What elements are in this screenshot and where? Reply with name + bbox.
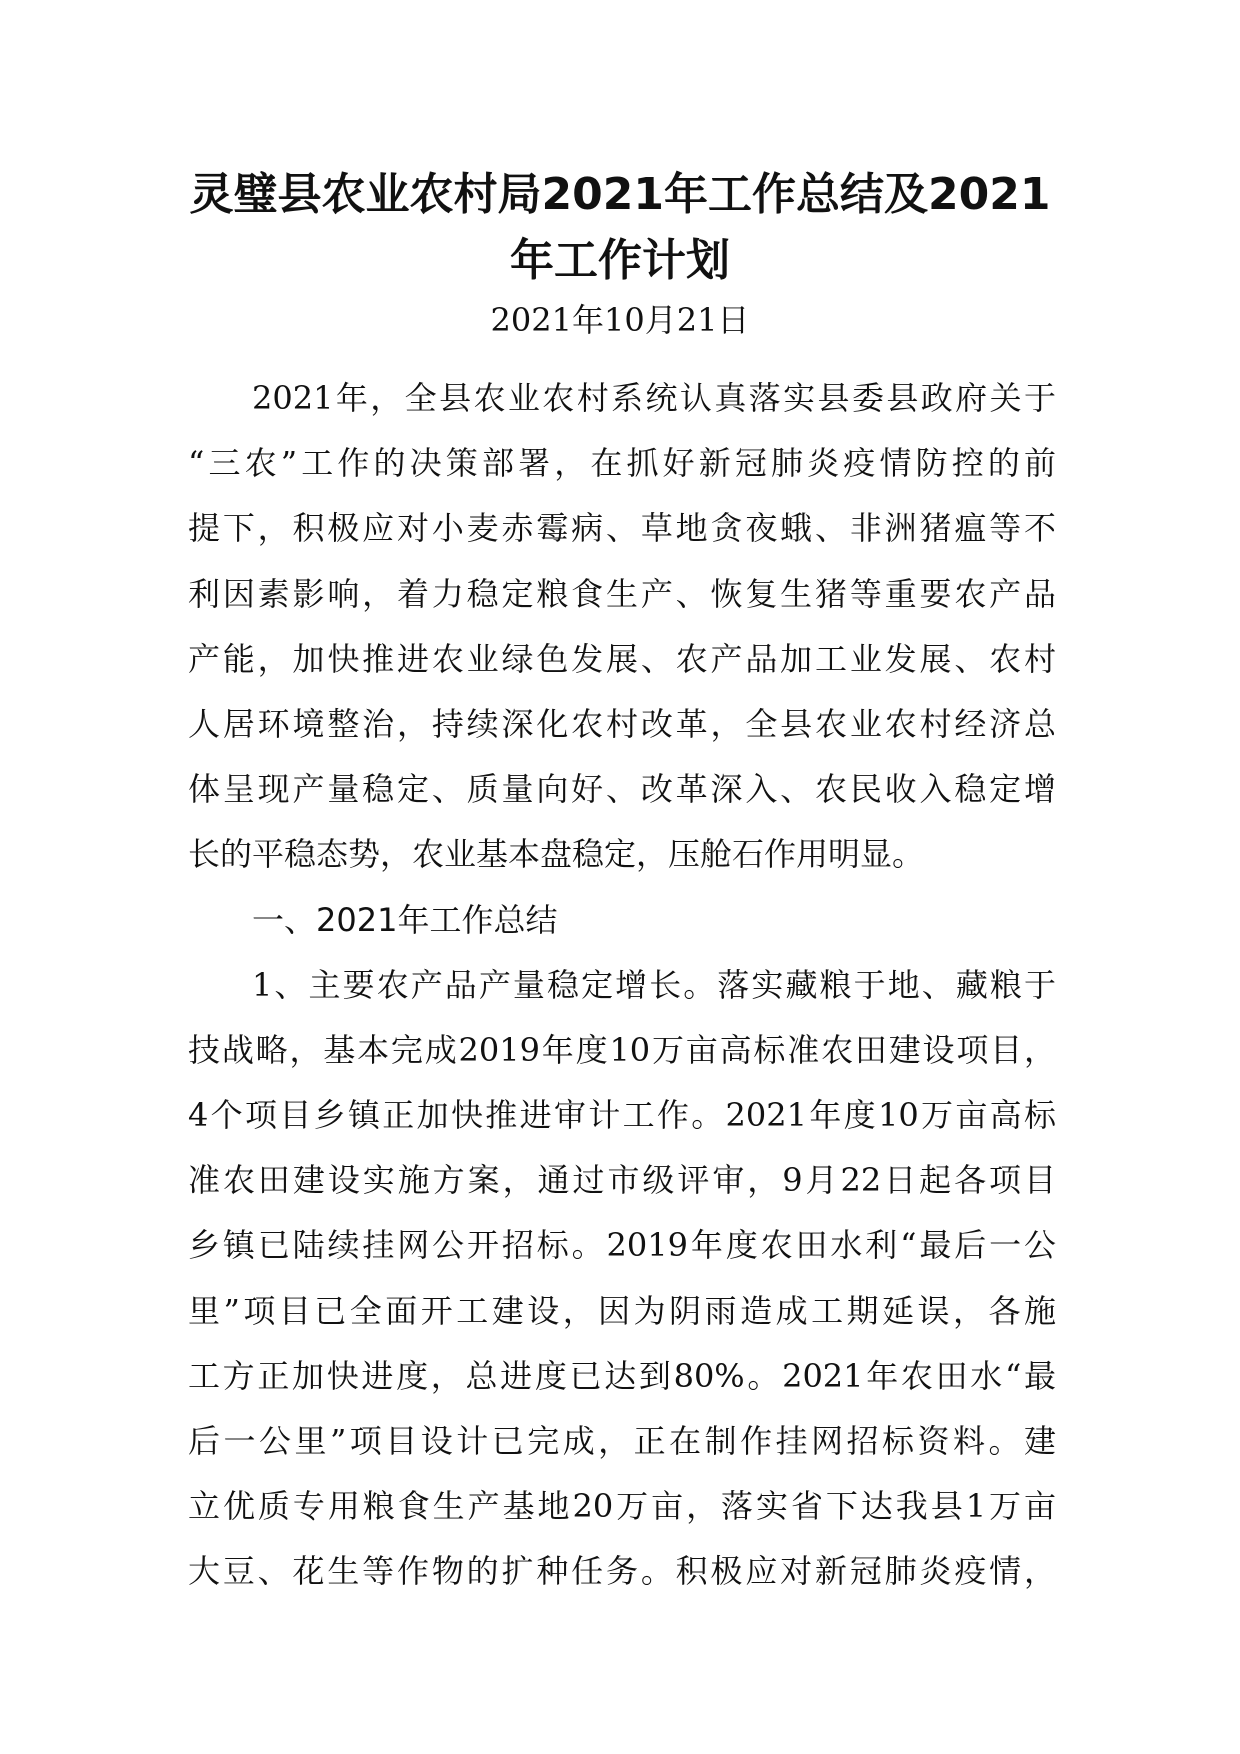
paragraph-line: 大豆、花生等作物的扩种任务。积极应对新冠肺炎疫情，: [188, 1552, 1056, 1591]
paragraph-line: 里”项目已全面开工建设，因为阴雨造成工期延误，各施: [188, 1291, 1056, 1330]
paragraph-line: 2021年，全县农业农村系统认真落实县委县政府关于: [252, 379, 1056, 417]
document-body: [188, 366, 1056, 1605]
paragraph-line: 立优质专用粮食生产基地20万亩，落实省下达我县1万亩: [188, 1487, 1056, 1526]
paragraph-line: 提下，积极应对小麦赤霉病、草地贪夜蛾、非洲猪瘟等不: [188, 509, 1056, 548]
paragraph-line: 人居环境整治，持续深化农村改革，全县农业农村经济总: [188, 704, 1056, 743]
paragraph-section1: [188, 953, 1056, 1605]
paragraph-intro: [188, 366, 1056, 888]
document-date: 2021年10月21日: [490, 301, 750, 339]
title-line-1: 灵璧县农业农村局2021年工作总结及2021: [189, 169, 1051, 220]
paragraph-line: 体呈现产量稳定、质量向好、改革深入、农民收入稳定增: [188, 770, 1056, 809]
section-heading: 一、2021年工作总结: [252, 900, 558, 939]
paragraph-line: 利因素影响，着力稳定粮食生产、恢复生猪等重要农产品: [188, 574, 1056, 613]
title-line-2: 年工作计划: [510, 235, 730, 286]
paragraph-line: 工方正加快进度，总进度已达到80%。2021年农田水“最: [188, 1356, 1056, 1395]
paragraph-line: 长的平稳态势，农业基本盘稳定，压舱石作用明显。: [188, 835, 925, 874]
paragraph-line: 技战略，基本完成2019年度10万亩高标准农田建设项目，: [188, 1030, 1056, 1069]
paragraph-line: 1、主要农产品产量稳定增长。落实藏粮于地、藏粮于: [252, 965, 1056, 1004]
paragraph-line: 准农田建设实施方案，通过市级评审，9月22日起各项目: [188, 1161, 1056, 1200]
document-title: [150, 162, 1090, 294]
paragraph-line: 乡镇已陆续挂网公开招标。2019年度农田水利“最后一公: [188, 1226, 1056, 1265]
paragraph-line: “三农”工作的决策部署，在抓好新冠肺炎疫情防控的前: [188, 444, 1056, 483]
paragraph-line: 后一公里”项目设计已完成，正在制作挂网招标资料。建: [188, 1422, 1056, 1460]
paragraph-line: 产能，加快推进农业绿色发展、农产品加工业发展、农村: [188, 639, 1056, 678]
paragraph-line: 4个项目乡镇正加快推进审计工作。2021年度10万亩高标: [188, 1096, 1056, 1135]
